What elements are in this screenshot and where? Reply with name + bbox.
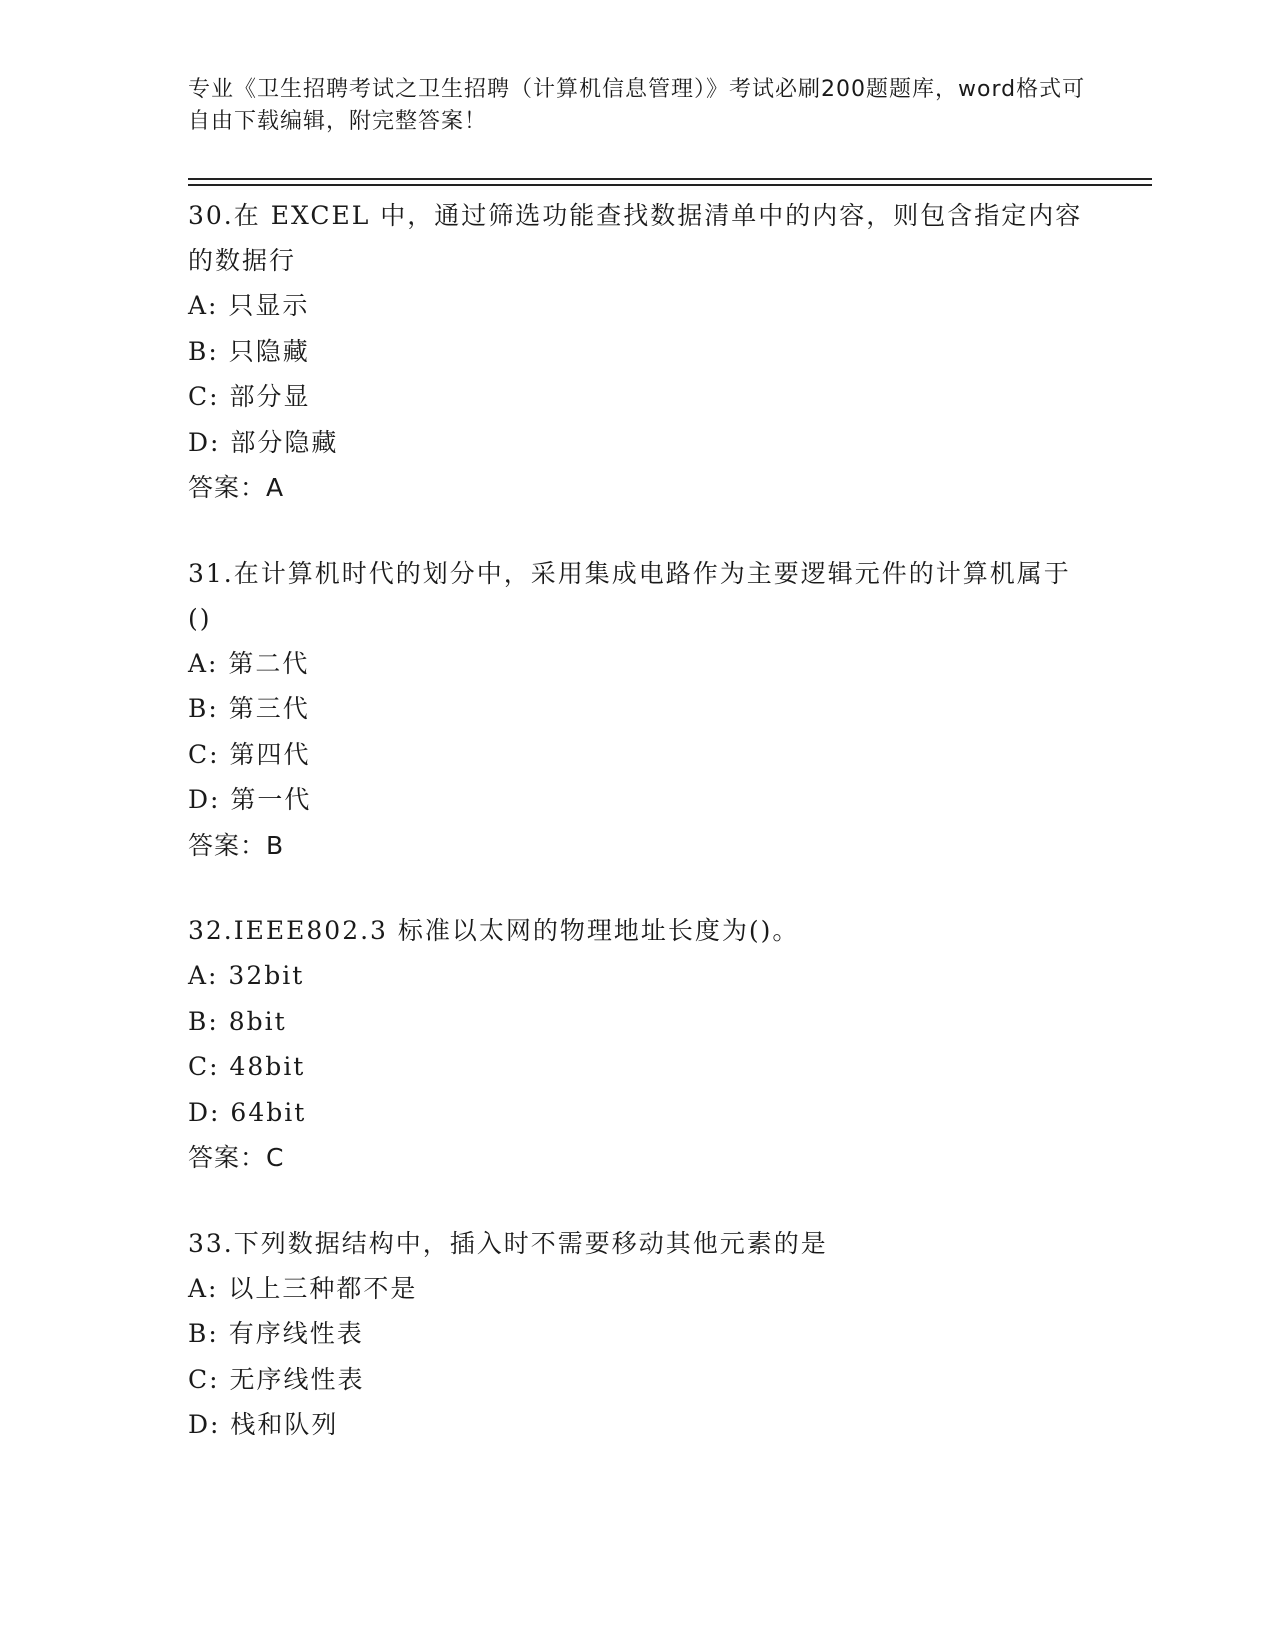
question-31: [188, 551, 1088, 869]
header-divider-top: [188, 178, 1152, 180]
option-b: B: 第三代: [188, 694, 310, 723]
option-c: C: 无序线性表: [188, 1364, 365, 1394]
option-a: A: 以上三种都不是: [188, 1273, 418, 1303]
option-c: C: 48bit: [188, 1052, 306, 1081]
document-header: 专业《卫生招聘考试之卫生招聘（计算机信息管理）》考试必刷200题题库，word格式可自由下载编辑，附完整答案！: [188, 77, 1086, 134]
header-divider-bottom: [188, 184, 1152, 186]
option-a: A: 只显示: [188, 291, 310, 320]
question-33: [188, 1221, 1088, 1448]
question-title: 33.下列数据结构中，插入时不需要移动其他元素的是: [188, 1228, 828, 1258]
option-d: D: 部分隐藏: [188, 427, 339, 457]
option-d: D: 栈和队列: [188, 1410, 339, 1439]
question-30: [188, 193, 1088, 511]
answer: 答案：A: [188, 473, 285, 502]
question-32: [188, 908, 1088, 1181]
option-d: D: 第一代: [188, 785, 312, 814]
option-c: C: 部分显: [188, 382, 311, 411]
option-b: B: 8bit: [188, 1006, 287, 1036]
answer: 答案：C: [188, 1143, 285, 1172]
question-title: 32.IEEE802.3 标准以太网的物理地址长度为()。: [188, 916, 800, 945]
option-b: B: 有序线性表: [188, 1319, 364, 1348]
option-a: A: 第二代: [188, 648, 310, 678]
option-a: A: 32bit: [188, 961, 305, 990]
option-c: C: 第四代: [188, 739, 311, 769]
answer: 答案：B: [188, 830, 285, 860]
question-title: 31.在计算机时代的划分中，采用集成电路作为主要逻辑元件的计算机属于(): [188, 558, 1071, 633]
question-title: 30.在 EXCEL 中，通过筛选功能查找数据清单中的内容，则包含指定内容的数据行: [188, 201, 1083, 275]
option-d: D: 64bit: [188, 1097, 307, 1127]
option-b: B: 只隐藏: [188, 336, 310, 366]
question-list: [188, 190, 1088, 1488]
